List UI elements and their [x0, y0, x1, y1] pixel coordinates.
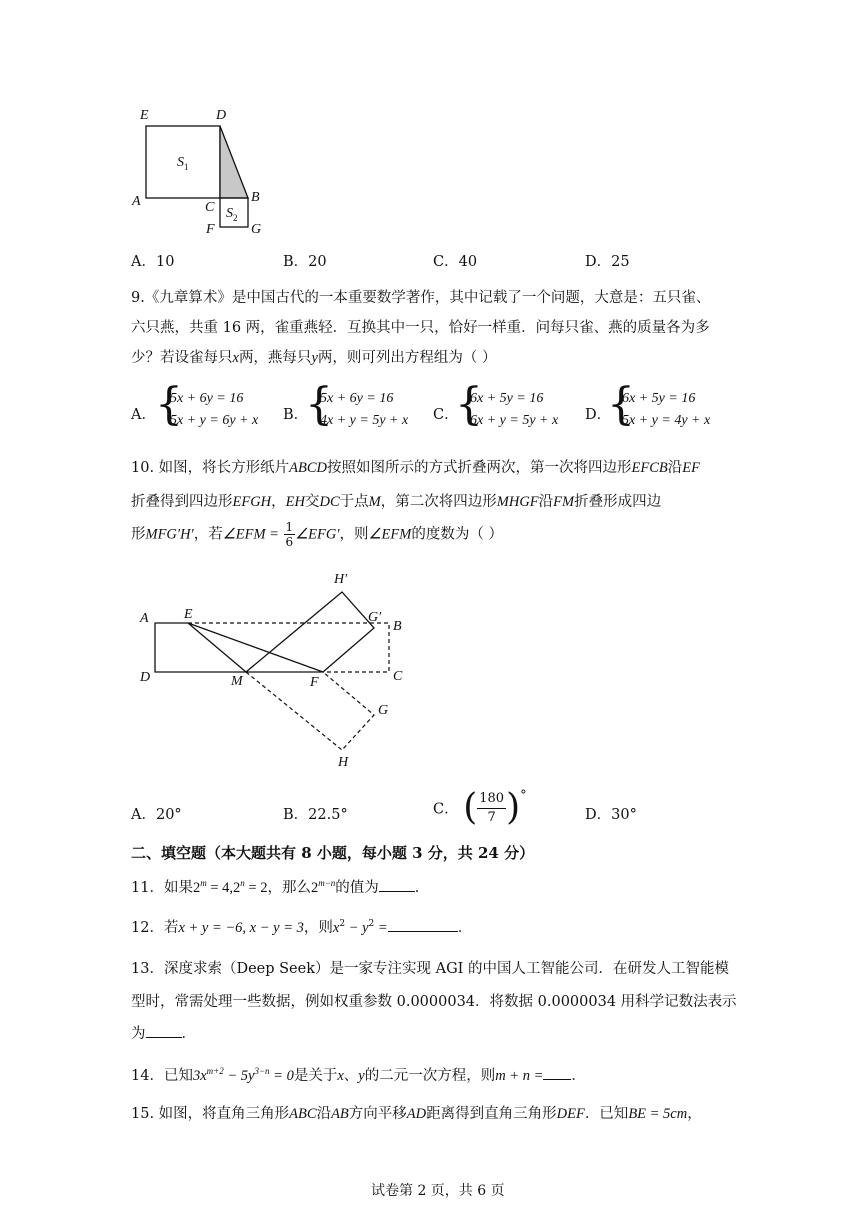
label-G: G	[251, 222, 262, 237]
q13-line3: 为 ．	[131, 1022, 196, 1043]
q14-answer-blank[interactable]	[543, 1065, 571, 1080]
q8-option-d[interactable]: D．25	[585, 254, 630, 270]
label-E10: E	[184, 607, 193, 622]
q8-option-b[interactable]: B．20	[283, 254, 327, 270]
q12-answer-blank[interactable]	[388, 917, 458, 932]
q9-option-b-system: 5x + 6y = 16 4x + y = 5y + x	[320, 391, 409, 428]
q10-line1: 10. 如图，将长方形纸片ABCD按照如图所示的方式折叠两次，第一次将四边形EFCB沿EF	[131, 460, 700, 476]
q10-option-a[interactable]: A．20°	[131, 807, 182, 823]
q10-option-b[interactable]: B．22.5°	[283, 807, 348, 823]
q13-line1: 13．深度求索（Deep Seek）是一家专注实现 AGI 的中国人工智能公司．在研发人工智能模	[131, 961, 730, 977]
q14: 14．已知$3x^{m+2} - 5y^{3-n} = 0$是关于x、y的二元一次方程，则m + n = ．	[131, 1066, 586, 1084]
label-B10: B	[393, 619, 402, 634]
q12: 12．若x + y = −6, x − y = 3，则$x^2 - y^2$ = ．	[131, 916, 472, 937]
label-B: B	[251, 190, 260, 205]
shaded-triangle	[220, 126, 248, 198]
label-F: F	[206, 222, 215, 237]
line-EM	[188, 623, 246, 672]
q9-option-b-letter[interactable]: B．	[283, 407, 309, 423]
q9-option-a-system: 5x + 6y = 16 5x + y = 6y + x	[170, 391, 259, 428]
label-H1: H′	[334, 572, 348, 587]
q10-option-c[interactable]: C． ( $\frac{180}{7}$ )°	[433, 787, 527, 828]
q13-answer-blank[interactable]	[146, 1023, 182, 1038]
q8-option-c[interactable]: C．40	[433, 254, 478, 270]
q8-option-a[interactable]: A．10	[131, 254, 175, 270]
label-M10: M	[231, 674, 243, 689]
q9-option-b-brace: {	[305, 379, 333, 430]
quad-MH1G1F	[246, 592, 374, 672]
q10-fraction: $\frac{1}{6}$	[285, 520, 294, 549]
rect-original-dashed	[188, 623, 389, 672]
label-G1: G′	[368, 610, 382, 625]
q9-line3: 少？若设雀每只x两，燕每只y两，则可列出方程组为（ ）	[131, 350, 497, 366]
q11: 11．如果$2^m = 4,2^n = 2$，那么$2^{m-n}$的值为 ．	[131, 878, 430, 896]
q15: 15. 如图，将直角三角形ABC沿AB方向平移AD距离得到直角三角形DEF．已知BE = 5cm，	[131, 1106, 702, 1122]
label-G10: G	[378, 703, 389, 718]
q10-line2: 折叠得到四边形EFGH，EH交DC于点M，第二次将四边形MHGF沿FM折叠形成四边	[131, 494, 662, 510]
label-S2: $S_2$	[226, 206, 238, 223]
label-A: A	[132, 194, 141, 209]
q9-line2: 六只燕，共重 16 两，雀重燕轻．互换其中一只，恰好一样重．问每只雀、燕的质量各为多	[131, 320, 710, 336]
q9-option-d-system: 6x + 5y = 16 5x + y = 4y + x	[622, 391, 711, 428]
section-2-heading: 二、填空题（本大题共有 8 小题，每小题 3 分，共 24 分）	[131, 844, 535, 862]
label-D: D	[216, 108, 227, 123]
label-C10: C	[393, 669, 403, 684]
q9-option-c-brace: {	[455, 379, 483, 430]
q11-answer-blank[interactable]	[379, 877, 415, 892]
label-A10: A	[140, 611, 149, 626]
label-F10: F	[310, 675, 319, 690]
q9-option-a-letter[interactable]: A．	[131, 407, 156, 423]
label-S1: $S_1$	[177, 155, 189, 172]
q9-option-c-letter[interactable]: C．	[433, 407, 459, 423]
q9-line1: 9.《九章算术》是中国古代的一本重要数学著作，其中记载了一个问题，大意是：五只雀、	[131, 290, 711, 306]
q10-figure	[130, 570, 420, 780]
label-E: E	[140, 108, 149, 123]
q10-line3: 形MFG′H′，若∠EFM = $\frac{1}{6}$ ∠EFG′，则∠EFM的度数为（ ）	[131, 520, 503, 549]
label-C: C	[205, 200, 215, 215]
q9-option-d-letter[interactable]: D．	[585, 407, 612, 423]
q10-option-d[interactable]: D．30°	[585, 807, 637, 823]
q9-option-d-brace: {	[607, 379, 635, 430]
label-D10: D	[140, 670, 151, 685]
q9-option-c-system: 6x + 5y = 16 6x + y = 5y + x	[470, 391, 559, 428]
q13-line2: 型时，常需处理一些数据，例如权重参数 0.0000034．将数据 0.0000034 用科学记数法表示	[131, 994, 737, 1010]
q9-option-a-brace: {	[155, 379, 183, 430]
label-H10: H	[338, 755, 349, 770]
rect-left-part	[155, 623, 323, 672]
page-footer: 试卷第 2 页，共 6 页	[371, 1183, 505, 1199]
